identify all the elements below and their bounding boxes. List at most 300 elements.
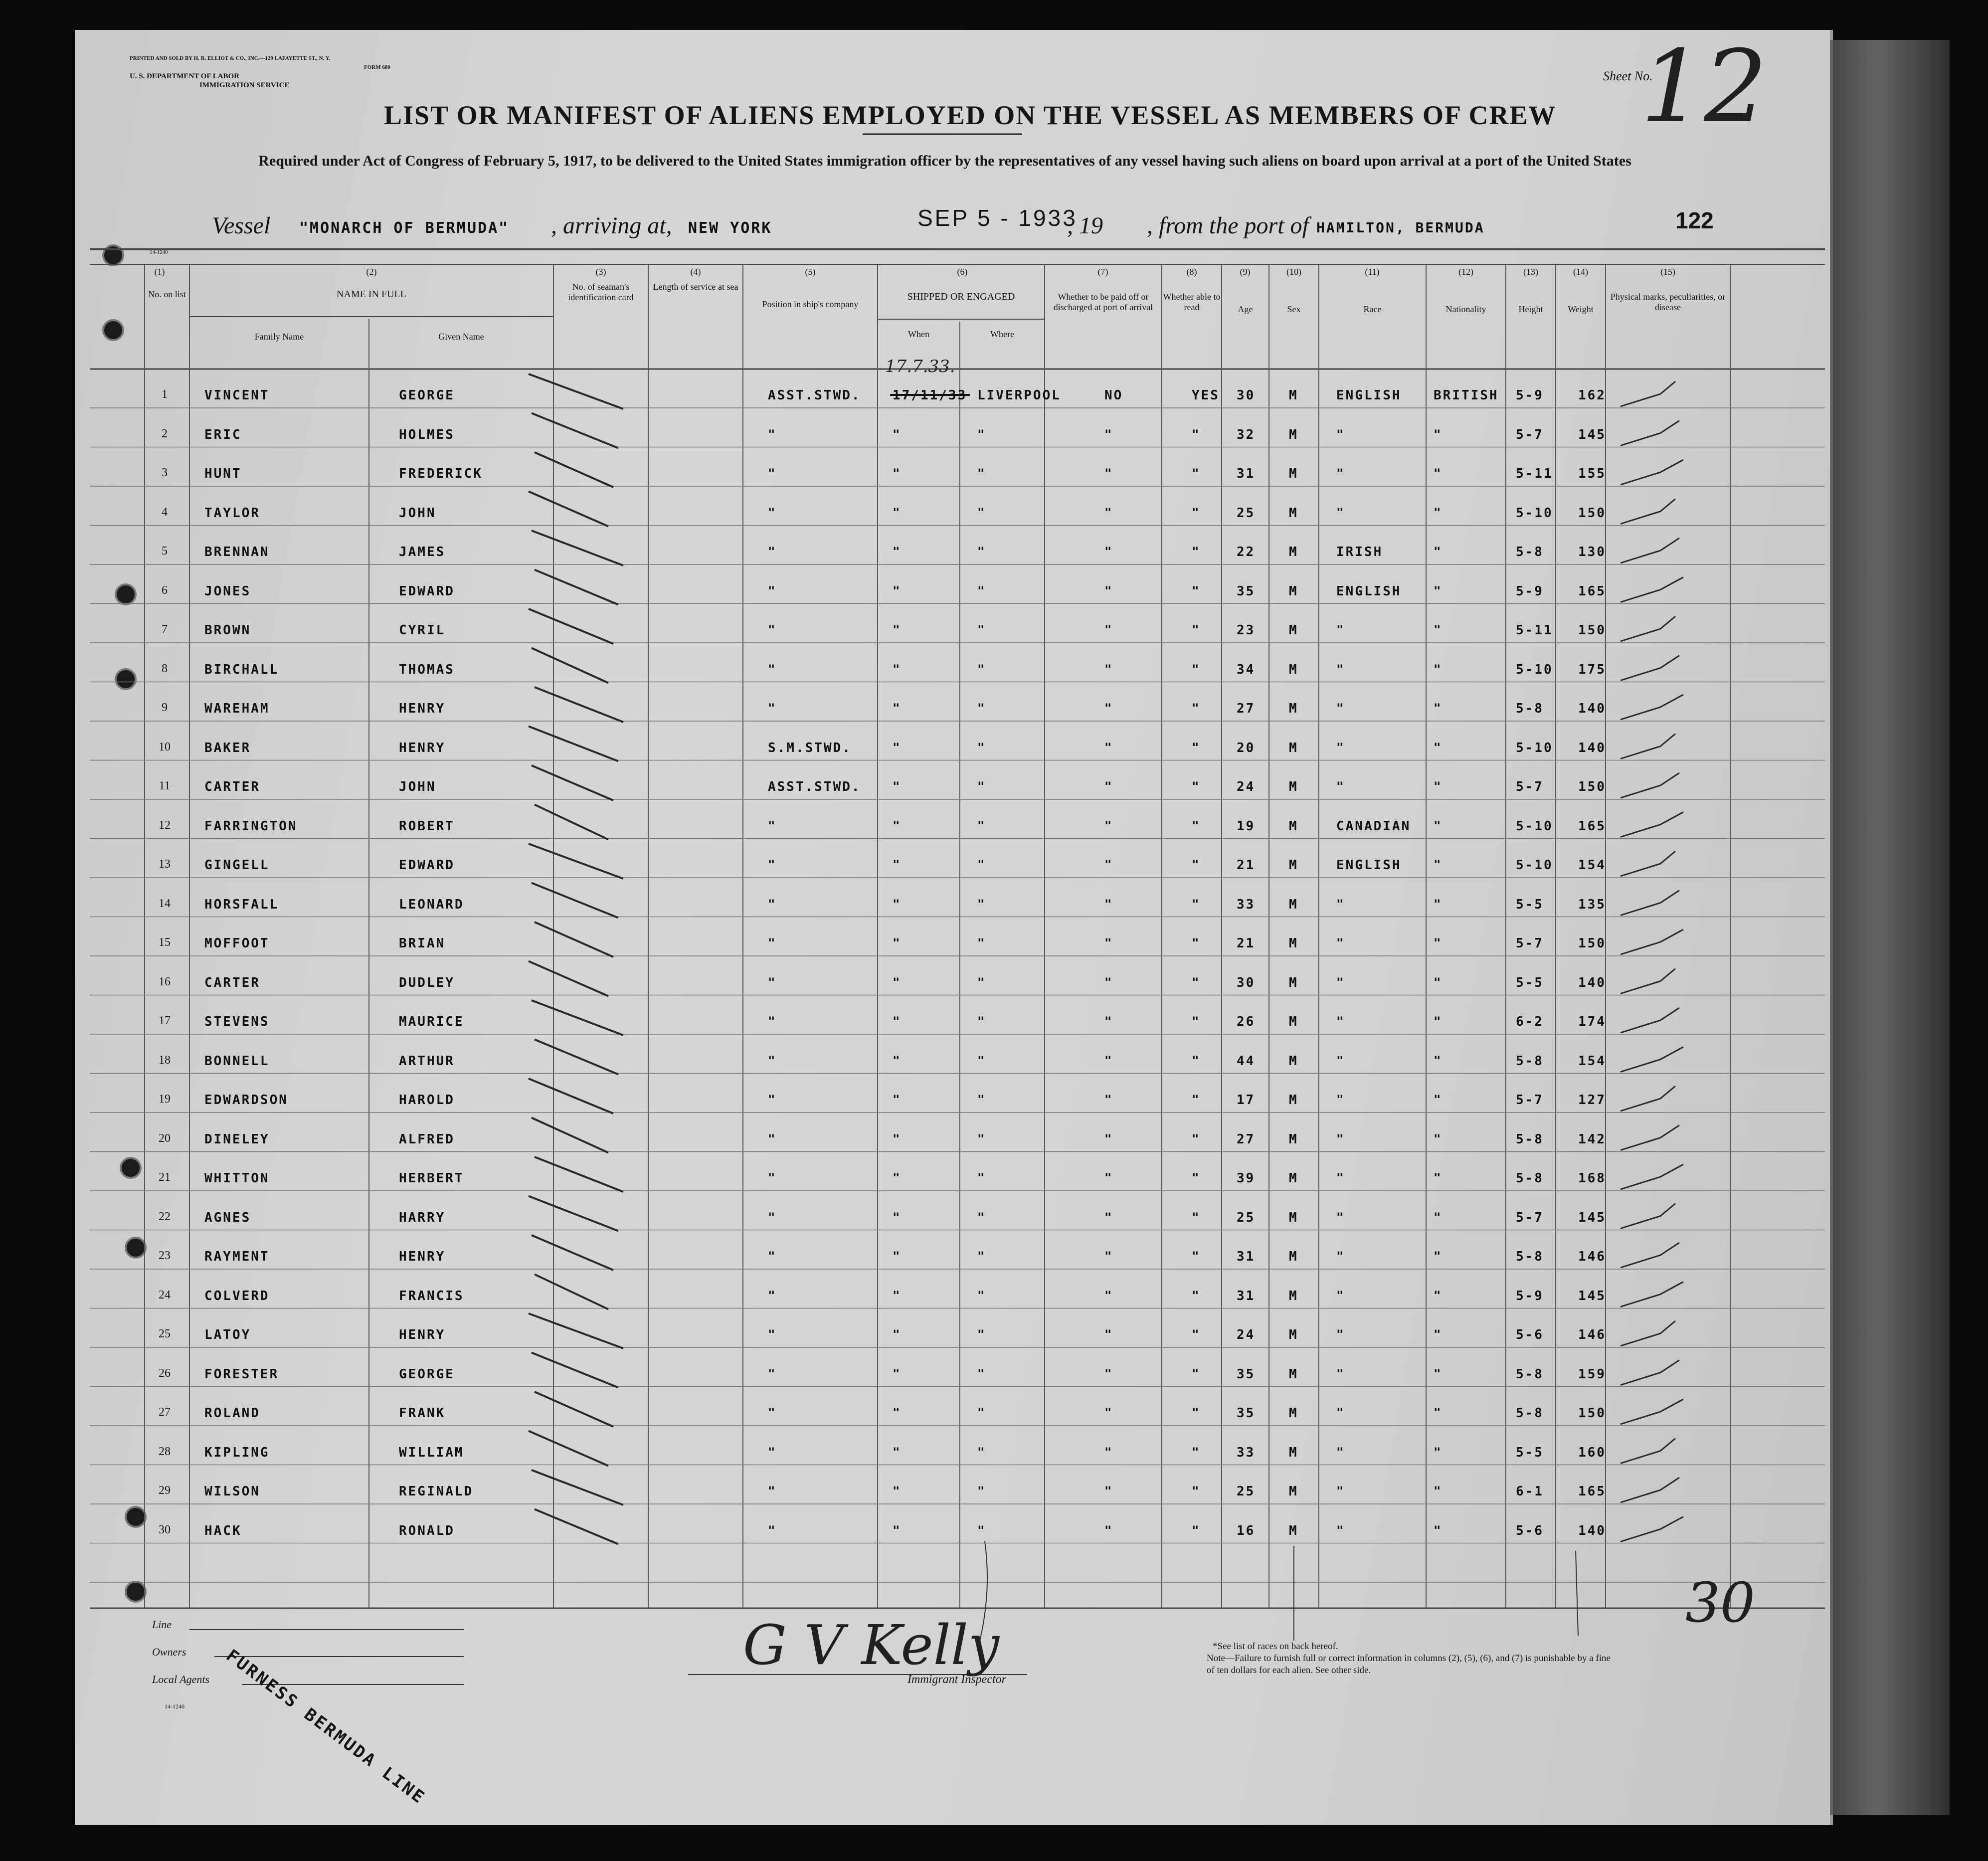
paid-off-cell: " <box>1104 1327 1113 1341</box>
when-cell: " <box>893 662 902 676</box>
family-name-cell: LATOY <box>204 1327 251 1342</box>
weight-cell: 135 <box>1578 897 1606 912</box>
race-cell: " <box>1336 662 1345 676</box>
header-age: Age <box>1238 304 1253 314</box>
position-cell: " <box>768 1327 777 1341</box>
header-weight: Weight <box>1568 304 1594 314</box>
header-race: Race <box>1363 304 1382 314</box>
date-stamp: SEP 5 - 1933 <box>917 205 1078 231</box>
sex-cell: M <box>1289 1523 1298 1538</box>
given-name-cell: EDWARD <box>399 583 455 599</box>
given-name-cell: REGINALD <box>399 1484 474 1499</box>
position-cell: " <box>768 975 777 989</box>
weight-cell: 150 <box>1578 505 1606 521</box>
year-label: , 19 <box>1067 212 1103 239</box>
able-read-cell: " <box>1192 1406 1201 1420</box>
age-cell: 21 <box>1237 936 1256 951</box>
weight-cell: 145 <box>1578 1210 1606 1225</box>
when-cell: " <box>893 1484 902 1498</box>
nationality-cell: " <box>1434 427 1443 441</box>
weight-cell: 174 <box>1578 1014 1606 1029</box>
rownum-cell: 9 <box>162 701 168 714</box>
nationality-cell: " <box>1434 1288 1443 1303</box>
height-cell: 5-7 <box>1516 427 1544 442</box>
rownum-cell: 28 <box>159 1445 171 1458</box>
nationality-cell: " <box>1434 662 1443 676</box>
header-length-service: Length of service at sea <box>653 282 738 292</box>
rownum-cell: 10 <box>159 740 171 753</box>
able-read-cell: " <box>1192 1288 1201 1303</box>
height-cell: 5-8 <box>1516 1366 1544 1382</box>
sex-cell: M <box>1289 1131 1298 1147</box>
paid-off-cell: " <box>1104 936 1113 950</box>
weight-cell: 140 <box>1578 701 1606 716</box>
form-title: LIST OR MANIFEST OF ALIENS EMPLOYED ON THE VESSEL AS MEMBERS OF CREW <box>384 100 1557 130</box>
sex-cell: M <box>1289 1053 1298 1069</box>
position-cell: " <box>768 545 777 558</box>
race-cell: " <box>1336 466 1345 480</box>
rownum-cell: 17 <box>159 1014 171 1027</box>
header-when: When <box>908 329 929 339</box>
family-name-cell: BIRCHALL <box>204 662 279 677</box>
able-read-cell: " <box>1192 1484 1201 1498</box>
able-read-cell: YES <box>1192 388 1220 403</box>
able-read-cell: " <box>1192 1014 1201 1028</box>
column-number: (10) <box>1286 267 1301 277</box>
paid-off-cell: " <box>1104 662 1113 676</box>
where-cell: " <box>977 1327 986 1341</box>
position-cell: " <box>768 1523 777 1537</box>
sex-cell: M <box>1289 1327 1298 1342</box>
able-read-cell: " <box>1192 1171 1201 1185</box>
family-name-cell: TAYLOR <box>204 505 260 521</box>
when-cell: " <box>893 466 902 480</box>
header-where: Where <box>990 329 1014 339</box>
paid-off-cell: " <box>1104 701 1113 715</box>
header-name-in-full: NAME IN FULL <box>337 289 406 300</box>
paid-off-cell: " <box>1104 1445 1113 1459</box>
service: IMMIGRATION SERVICE <box>199 81 290 89</box>
where-cell: " <box>977 545 986 558</box>
where-cell: " <box>977 1445 986 1459</box>
line-label: Line <box>152 1618 172 1631</box>
paid-off-cell: " <box>1104 1288 1113 1303</box>
able-read-cell: " <box>1192 1327 1201 1341</box>
when-cell: " <box>893 1327 902 1341</box>
able-read-cell: " <box>1192 1523 1201 1537</box>
header-given-name: Given Name <box>438 332 484 342</box>
rownum-cell: 24 <box>159 1288 171 1302</box>
race-cell: " <box>1336 623 1345 637</box>
weight-cell: 154 <box>1578 858 1606 873</box>
list-number: 122 <box>1675 207 1714 233</box>
race-cell: " <box>1336 1093 1345 1107</box>
age-cell: 39 <box>1237 1171 1256 1186</box>
race-cell: " <box>1336 936 1345 950</box>
nationality-cell: " <box>1434 1210 1443 1224</box>
header-able-read: Whether able to read <box>1163 292 1221 312</box>
column-number: (7) <box>1097 267 1108 277</box>
weight-cell: 162 <box>1578 388 1606 403</box>
family-name-cell: BONNELL <box>204 1053 270 1069</box>
when-cell: " <box>893 583 902 598</box>
paid-off-cell: " <box>1104 897 1113 911</box>
race-cell: " <box>1336 779 1345 793</box>
nationality-cell: " <box>1434 858 1443 872</box>
race-cell: ENGLISH <box>1336 858 1402 873</box>
inspector-label: Immigrant Inspector <box>907 1673 1006 1686</box>
vessel-name: "MONARCH OF BERMUDA" <box>299 219 510 237</box>
able-read-cell: " <box>1192 936 1201 950</box>
position-cell: " <box>768 818 777 833</box>
race-cell: " <box>1336 1484 1345 1498</box>
line-stamp: FURNESS BERMUDA LINE <box>222 1646 429 1809</box>
column-number: (3) <box>595 267 606 277</box>
header-nationality: Nationality <box>1446 304 1486 314</box>
nationality-cell: " <box>1434 897 1443 911</box>
able-read-cell: " <box>1192 545 1201 558</box>
when-cell: " <box>893 1171 902 1185</box>
family-name-cell: HACK <box>204 1523 242 1538</box>
where-cell: " <box>977 1014 986 1028</box>
nationality-cell: " <box>1434 1053 1443 1068</box>
age-cell: 27 <box>1237 701 1256 716</box>
rownum-cell: 1 <box>162 388 168 401</box>
able-read-cell: " <box>1192 740 1201 754</box>
given-name-cell: THOMAS <box>399 662 455 677</box>
rownum-cell: 21 <box>159 1171 171 1184</box>
position-cell: " <box>768 1014 777 1028</box>
height-cell: 5-8 <box>1516 1406 1544 1421</box>
nationality-cell: " <box>1434 1014 1443 1028</box>
paid-off-cell: NO <box>1104 388 1123 403</box>
height-cell: 5-8 <box>1516 1053 1544 1069</box>
weight-cell: 127 <box>1578 1093 1606 1108</box>
age-cell: 35 <box>1237 1366 1256 1382</box>
header-shipped: SHIPPED OR ENGAGED <box>907 291 1015 302</box>
weight-cell: 159 <box>1578 1366 1606 1382</box>
family-name-cell: VINCENT <box>204 388 270 403</box>
paid-off-cell: " <box>1104 1093 1113 1107</box>
able-read-cell: " <box>1192 1249 1201 1263</box>
where-cell: " <box>977 1406 986 1420</box>
when-cell: " <box>893 779 902 793</box>
nationality-cell: " <box>1434 818 1443 833</box>
where-cell: " <box>977 740 986 754</box>
footer-note <box>1207 1641 1616 1676</box>
given-name-cell: MAURICE <box>399 1014 464 1029</box>
height-cell: 5-11 <box>1516 466 1553 481</box>
rownum-cell: 22 <box>159 1210 171 1223</box>
height-cell: 5-10 <box>1516 740 1553 755</box>
age-cell: 33 <box>1237 897 1256 912</box>
given-name-cell: WILLIAM <box>399 1445 464 1460</box>
position-cell: " <box>768 1484 777 1498</box>
position-cell: " <box>768 1053 777 1068</box>
owners-label: Owners <box>152 1646 186 1658</box>
nationality-cell: " <box>1434 583 1443 598</box>
height-cell: 5-7 <box>1516 1210 1544 1225</box>
race-cell: ENGLISH <box>1336 388 1402 403</box>
given-name-cell: ARTHUR <box>399 1053 455 1069</box>
nationality-cell: " <box>1434 1523 1443 1537</box>
nationality-cell: " <box>1434 1327 1443 1341</box>
nationality-cell: " <box>1434 623 1443 637</box>
when-cell: 17/11/33 <box>893 388 967 403</box>
family-name-cell: HUNT <box>204 466 242 481</box>
sex-cell: M <box>1289 505 1298 521</box>
height-cell: 5-10 <box>1516 818 1553 834</box>
weight-cell: 146 <box>1578 1249 1606 1264</box>
family-name-cell: ERIC <box>204 427 242 442</box>
position-cell: " <box>768 936 777 950</box>
rownum-cell: 27 <box>159 1406 171 1419</box>
department: U. S. DEPARTMENT OF LABOR <box>130 72 240 80</box>
where-cell: " <box>977 505 986 520</box>
height-cell: 5-8 <box>1516 1131 1544 1147</box>
family-name-cell: CARTER <box>204 975 260 990</box>
rownum-cell: 11 <box>159 779 171 792</box>
sex-cell: M <box>1289 1093 1298 1108</box>
header-physical: Physical marks, peculiarities, or disease <box>1610 292 1726 312</box>
age-cell: 33 <box>1237 1445 1256 1460</box>
able-read-cell: " <box>1192 1093 1201 1107</box>
where-cell: " <box>977 1249 986 1263</box>
when-cell: " <box>893 818 902 833</box>
sex-cell: M <box>1289 1249 1298 1264</box>
age-cell: 17 <box>1237 1093 1256 1108</box>
height-cell: 5-9 <box>1516 583 1544 599</box>
departure-port: HAMILTON, BERMUDA <box>1316 219 1485 236</box>
rownum-cell: 20 <box>159 1131 171 1145</box>
rownum-cell: 18 <box>159 1053 171 1067</box>
age-cell: 26 <box>1237 1014 1256 1029</box>
weight-cell: 145 <box>1578 427 1606 442</box>
age-cell: 44 <box>1237 1053 1256 1069</box>
position-cell: " <box>768 1210 777 1224</box>
when-cell: " <box>893 740 902 754</box>
position-cell: " <box>768 858 777 872</box>
able-read-cell: " <box>1192 701 1201 715</box>
race-cell: " <box>1336 1327 1345 1341</box>
column-number: (6) <box>957 267 968 277</box>
header-family-name: Family Name <box>254 332 304 342</box>
where-cell: " <box>977 779 986 793</box>
weight-cell: 175 <box>1578 662 1606 677</box>
family-name-cell: GINGELL <box>204 858 270 873</box>
given-name-cell: ROBERT <box>399 818 455 834</box>
where-cell: " <box>977 1131 986 1146</box>
given-name-cell: HAROLD <box>399 1093 455 1108</box>
when-cell: " <box>893 1210 902 1224</box>
age-cell: 31 <box>1237 1249 1256 1264</box>
when-cell: " <box>893 936 902 950</box>
position-cell: " <box>768 505 777 520</box>
age-cell: 25 <box>1237 1210 1256 1225</box>
weight-cell: 155 <box>1578 466 1606 481</box>
sex-cell: M <box>1289 583 1298 599</box>
nationality-cell: " <box>1434 466 1443 480</box>
fine-note: Note—Failure to furnish full or correct information in columns (2), (5), (6), and (7) is punishable by a fine of ten dollars for each alien. See other side. <box>1207 1653 1611 1675</box>
where-cell: " <box>977 1288 986 1303</box>
total-count-mark: 30 <box>1685 1571 1755 1635</box>
printer-line: PRINTED AND SOLD BY H. R. ELLIOT & CO., INC.—129 LAFAYETTE ST., N. Y. <box>130 55 331 61</box>
when-cell: " <box>893 1014 902 1028</box>
given-name-cell: DUDLEY <box>399 975 455 990</box>
family-name-cell: AGNES <box>204 1210 251 1225</box>
family-name-cell: EDWARDSON <box>204 1093 288 1108</box>
weight-cell: 130 <box>1578 545 1606 559</box>
when-cell: " <box>893 701 902 715</box>
able-read-cell: " <box>1192 975 1201 989</box>
when-cell: " <box>893 545 902 558</box>
position-cell: " <box>768 466 777 480</box>
given-name-cell: JOHN <box>399 779 436 794</box>
sex-cell: M <box>1289 1014 1298 1029</box>
footer-form-code: 14-1240 <box>165 1703 184 1710</box>
nationality-cell: " <box>1434 975 1443 989</box>
sex-cell: M <box>1289 1484 1298 1499</box>
race-cell: " <box>1336 1053 1345 1068</box>
paid-off-cell: " <box>1104 1249 1113 1263</box>
given-name-cell: HENRY <box>399 701 446 716</box>
column-number: (5) <box>805 267 816 277</box>
height-cell: 5-8 <box>1516 545 1544 559</box>
family-name-cell: BAKER <box>204 740 251 755</box>
family-name-cell: STEVENS <box>204 1014 270 1029</box>
height-cell: 5-9 <box>1516 1288 1544 1303</box>
position-cell: " <box>768 897 777 911</box>
age-cell: 31 <box>1237 466 1256 481</box>
position-cell: " <box>768 1249 777 1263</box>
age-cell: 32 <box>1237 427 1256 442</box>
nationality-cell: " <box>1434 1093 1443 1107</box>
weight-cell: 150 <box>1578 623 1606 638</box>
position-cell: " <box>768 1366 777 1381</box>
family-name-cell: FORESTER <box>204 1366 279 1382</box>
header-id-card: No. of seaman's identification card <box>568 282 634 302</box>
sex-cell: M <box>1289 975 1298 990</box>
header-no-on-list: No. on list <box>148 289 186 299</box>
when-cell: " <box>893 1445 902 1459</box>
able-read-cell: " <box>1192 897 1201 911</box>
race-cell: " <box>1336 897 1345 911</box>
position-cell: " <box>768 1171 777 1185</box>
nationality-cell: " <box>1434 505 1443 520</box>
date-correction: 17.7.33. <box>885 357 955 376</box>
race-note: *See list of races on back hereof. <box>1213 1641 1338 1652</box>
given-name-cell: EDWARD <box>399 858 455 873</box>
height-cell: 5-11 <box>1516 623 1553 638</box>
when-cell: " <box>893 1523 902 1537</box>
where-cell: " <box>977 1366 986 1381</box>
age-cell: 24 <box>1237 779 1256 794</box>
where-cell: " <box>977 1171 986 1185</box>
race-cell: " <box>1336 1288 1345 1303</box>
sex-cell: M <box>1289 662 1298 677</box>
given-name-cell: HENRY <box>399 1249 446 1264</box>
family-name-cell: WAREHAM <box>204 701 270 716</box>
height-cell: 5-8 <box>1516 1249 1544 1264</box>
height-cell: 5-7 <box>1516 1093 1544 1108</box>
sex-cell: M <box>1289 701 1298 716</box>
paid-off-cell: " <box>1104 1053 1113 1068</box>
family-name-cell: RAYMENT <box>204 1249 270 1264</box>
height-cell: 6-2 <box>1516 1014 1544 1029</box>
weight-cell: 160 <box>1578 1445 1606 1460</box>
family-name-cell: DINELEY <box>204 1131 270 1147</box>
where-cell: " <box>977 1053 986 1068</box>
when-cell: " <box>893 623 902 637</box>
given-name-cell: HOLMES <box>399 427 455 442</box>
age-cell: 19 <box>1237 818 1256 834</box>
where-cell: " <box>977 1210 986 1224</box>
height-cell: 5-6 <box>1516 1327 1544 1342</box>
sex-cell: M <box>1289 466 1298 481</box>
position-cell: " <box>768 583 777 598</box>
family-name-cell: JONES <box>204 583 251 599</box>
able-read-cell: " <box>1192 662 1201 676</box>
rownum-cell: 4 <box>162 505 168 519</box>
given-name-cell: HENRY <box>399 740 446 755</box>
position-cell: S.M.STWD. <box>768 740 852 755</box>
when-cell: " <box>893 1131 902 1146</box>
position-cell: " <box>768 1093 777 1107</box>
nationality-cell: " <box>1434 1484 1443 1498</box>
when-cell: " <box>893 1406 902 1420</box>
family-name-cell: MOFFOOT <box>204 936 270 951</box>
able-read-cell: " <box>1192 427 1201 441</box>
height-cell: 5-8 <box>1516 701 1544 716</box>
nationality-cell: " <box>1434 936 1443 950</box>
able-read-cell: " <box>1192 858 1201 872</box>
age-cell: 23 <box>1237 623 1256 638</box>
nationality-cell: BRITISH <box>1434 388 1499 403</box>
position-cell: ASST.STWD. <box>768 779 861 794</box>
paid-off-cell: " <box>1104 1406 1113 1420</box>
where-cell: " <box>977 975 986 989</box>
where-cell: " <box>977 1484 986 1498</box>
weight-cell: 140 <box>1578 740 1606 755</box>
race-cell: " <box>1336 1014 1345 1028</box>
age-cell: 30 <box>1237 975 1256 990</box>
rownum-cell: 15 <box>159 936 171 949</box>
when-cell: " <box>893 897 902 911</box>
race-cell: " <box>1336 1171 1345 1185</box>
where-cell: " <box>977 583 986 598</box>
nationality-cell: " <box>1434 1406 1443 1420</box>
height-cell: 5-7 <box>1516 779 1544 794</box>
height-cell: 5-7 <box>1516 936 1544 951</box>
paid-off-cell: " <box>1104 975 1113 989</box>
age-cell: 21 <box>1237 858 1256 873</box>
given-name-cell: FRANK <box>399 1406 446 1421</box>
height-cell: 5-5 <box>1516 1445 1544 1460</box>
position-cell: " <box>768 623 777 637</box>
family-name-cell: ROLAND <box>204 1406 260 1421</box>
header-sex: Sex <box>1287 304 1301 314</box>
column-number: (15) <box>1660 267 1675 277</box>
sheet-label: Sheet No. <box>1603 69 1653 83</box>
where-cell: " <box>977 662 986 676</box>
age-cell: 20 <box>1237 740 1256 755</box>
where-cell: " <box>977 936 986 950</box>
able-read-cell: " <box>1192 1053 1201 1068</box>
age-cell: 27 <box>1237 1131 1256 1147</box>
weight-cell: 168 <box>1578 1171 1606 1186</box>
sex-cell: M <box>1289 427 1298 442</box>
paid-off-cell: " <box>1104 1171 1113 1185</box>
